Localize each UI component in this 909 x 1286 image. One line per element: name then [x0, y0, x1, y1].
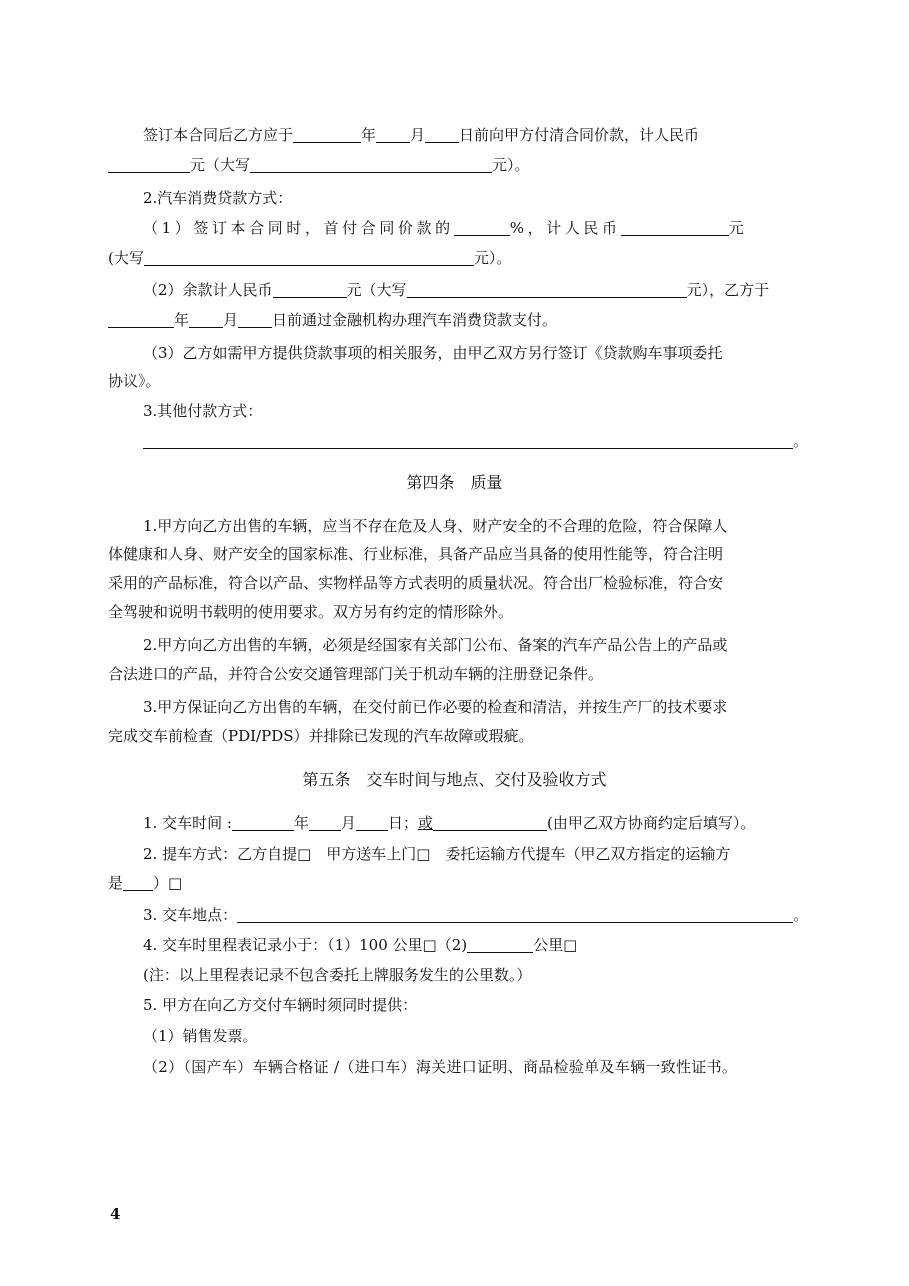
loan-item-1 — [143, 215, 747, 241]
blank-day[interactable] — [425, 125, 459, 143]
blank-month[interactable] — [189, 310, 223, 328]
text: 或 — [417, 814, 433, 832]
text: 4. 交车时里程表记录小于：（1）100 公里□（2) — [143, 936, 468, 954]
text: 是 — [108, 874, 124, 892]
art4-p2-line-1: 2.甲方向乙方出售的车辆，必须是经国家有关部门公布、备案的汽车产品公告上的产品或 — [143, 636, 728, 654]
payment-line-1 — [143, 122, 699, 148]
document-item-2: （2）（国产车）车辆合格证 /（进口车）海关进口证明、商品检验单及车辆一致性证书。 — [143, 1058, 738, 1076]
text: 元），乙方于 — [686, 281, 770, 299]
odometer-line — [143, 932, 577, 958]
loan-item-2-cont — [108, 307, 557, 333]
art4-p1-line-4: 全驾驶和说明书载明的使用要求。双方另有约定的情形除外。 — [108, 603, 514, 621]
art4-p2-line-2: 合法进口的产品，并符合公安交通管理部门关于机动车辆的注册登记条件。 — [108, 665, 604, 683]
text: 公里□ — [533, 936, 578, 954]
blank-year[interactable] — [108, 310, 174, 328]
blank-place[interactable] — [237, 905, 793, 923]
text: 日前向甲方付清合同价款，计人民币 — [459, 126, 700, 144]
payment-line-2 — [108, 152, 530, 178]
text: 年 — [174, 311, 190, 329]
pickup-method-line-2 — [108, 870, 182, 896]
loan-item-3: （3）乙方如需甲方提供贷款事项的相关服务，由甲乙双方另行签订《贷款购车事项委托 — [143, 344, 723, 362]
blank-month[interactable] — [376, 125, 410, 143]
delivery-place — [143, 902, 808, 928]
blank-amount-words[interactable] — [144, 248, 474, 266]
article-5-heading: 第五条 交车时间与地点、交付及验收方式 — [302, 770, 607, 789]
text: 年 — [293, 814, 309, 832]
text: 日； — [387, 814, 418, 832]
article-4-heading: 第四条 质量 — [406, 473, 503, 492]
blank-day[interactable] — [238, 310, 272, 328]
text: 。 — [793, 432, 809, 450]
blank-carrier[interactable] — [123, 873, 153, 891]
text: 元 — [728, 219, 748, 237]
text: (由甲乙双方协商约定后填写）。 — [546, 814, 756, 832]
document-item-1: （1）销售发票。 — [143, 1027, 258, 1045]
text: 元（大写 — [346, 281, 407, 299]
text: 元）。 — [492, 156, 530, 174]
loan-item-2 — [143, 277, 769, 303]
other-payment-line — [143, 428, 808, 454]
text: 月 — [223, 311, 239, 329]
text: 月 — [340, 814, 356, 832]
blank-year[interactable] — [293, 125, 361, 143]
text: 元）。 — [473, 249, 512, 267]
text: 元（大写 — [190, 156, 251, 174]
blank-amount[interactable] — [273, 280, 347, 298]
text: %，计人民币 — [509, 219, 621, 237]
blank-km[interactable] — [467, 935, 533, 953]
text: （1）签订本合同时，首付合同价款的 — [143, 219, 454, 237]
blank-day[interactable] — [356, 813, 388, 831]
documents-intro: 5. 甲方在向乙方交付车辆时须同时提供： — [143, 996, 418, 1014]
blank-amount[interactable] — [108, 155, 190, 173]
loan-item-3-cont: 协议》。 — [108, 372, 161, 390]
text: 年 — [361, 126, 377, 144]
odometer-note: (注：以上里程表记录不包含委托上牌服务发生的公里数。） — [143, 966, 532, 984]
text: 3. 交车地点： — [143, 906, 238, 924]
blank-agreed-time[interactable] — [433, 813, 547, 831]
art4-p1-line-2: 体健康和人身、财产安全的国家标准、行业标准，具备产品应当具备的使用性能等，符合注明 — [108, 545, 724, 563]
pickup-method-line-1: 2. 提车方式：乙方自提□ 甲方送车上门□ 委托运输方代提车（甲乙双方指定的运输方 — [143, 845, 731, 863]
text: （2）余款计人民币 — [143, 281, 273, 299]
art4-p1-line-3: 采用的产品标准，符合以产品、实物样品等方式表明的质量状况。符合出厂检验标准，符合安 — [108, 574, 724, 592]
checkbox-label[interactable]: ）□ — [153, 874, 183, 892]
art4-p3-line-1: 3.甲方保证向乙方出售的车辆，在交付前已作必要的检查和清洁，并按生产厂的技术要求 — [143, 698, 728, 716]
blank-other-payment[interactable] — [143, 431, 793, 449]
text: 签订本合同后乙方应于 — [143, 126, 294, 144]
text: 。 — [793, 906, 809, 924]
text: 日前通过金融机构办理汽车消费贷款支付。 — [272, 311, 558, 329]
blank-year[interactable] — [232, 813, 294, 831]
blank-month[interactable] — [309, 813, 341, 831]
delivery-time — [143, 810, 755, 836]
blank-amount-words[interactable] — [250, 155, 492, 173]
art4-p3-line-2: 完成交车前检查（PDI/PDS）并排除已发现的汽车故障或瑕疵。 — [108, 727, 534, 745]
text: 月 — [410, 126, 426, 144]
page-number: 4 — [110, 1205, 121, 1223]
text: (大写 — [108, 249, 144, 267]
blank-amount[interactable] — [621, 218, 729, 236]
text: 1. 交车时间 : — [143, 814, 232, 832]
blank-percent[interactable] — [454, 218, 510, 236]
loan-title: 2.汽车消费贷款方式： — [143, 189, 293, 207]
other-payment-title: 3.其他付款方式： — [143, 402, 263, 420]
blank-amount-words[interactable] — [407, 280, 687, 298]
loan-item-1-cont — [108, 245, 511, 271]
art4-p1-line-1: 1.甲方向乙方出售的车辆，应当不存在危及人身、财产安全的不合理的危险，符合保障人 — [143, 517, 728, 535]
